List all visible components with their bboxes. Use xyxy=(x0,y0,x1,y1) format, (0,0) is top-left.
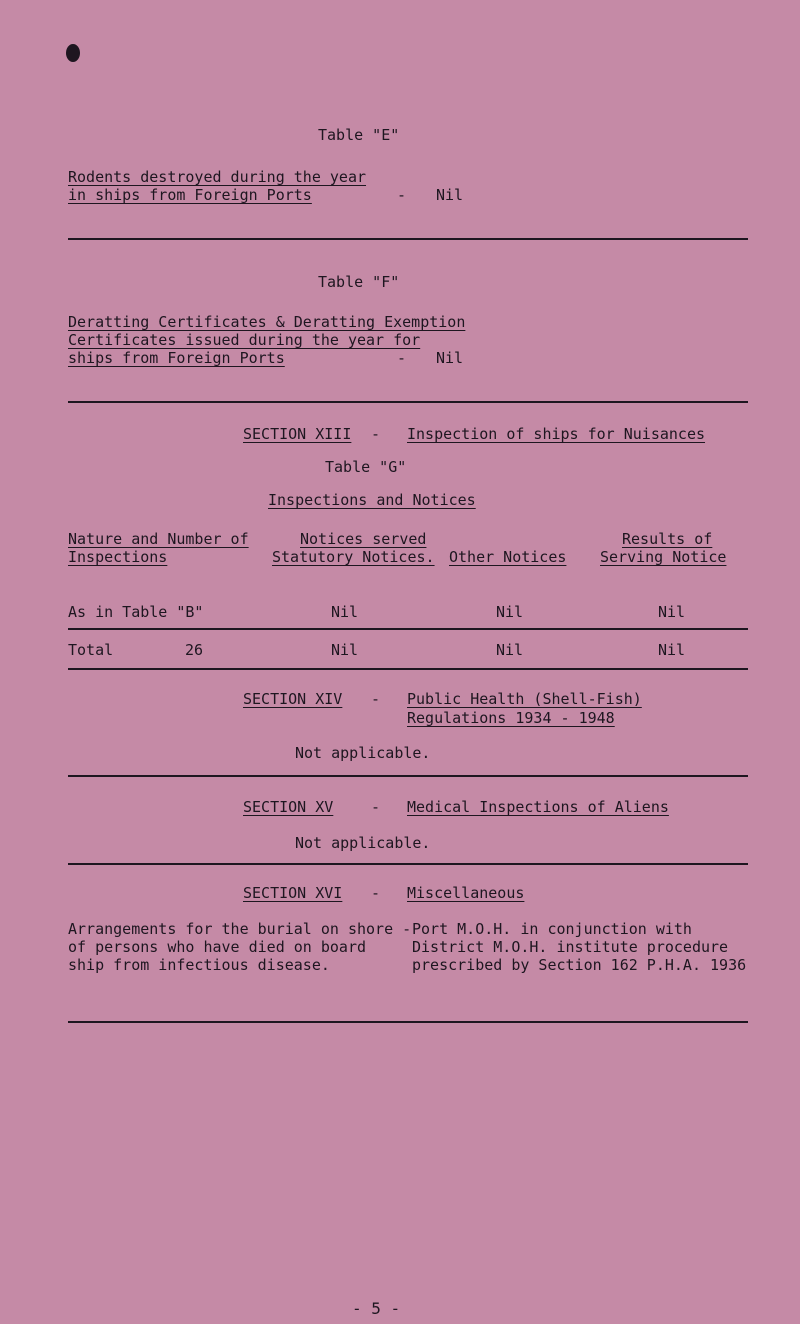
section-13-title: Inspection of ships for Nuisances xyxy=(407,425,706,443)
section-16-right-line3: prescribed by Section 162 P.H.A. 1936 xyxy=(412,956,747,974)
row-other: Nil xyxy=(496,603,524,621)
table-f-line3: ships from Foreign Ports xyxy=(68,349,285,367)
section-15-heading: SECTION XV xyxy=(243,798,334,816)
table-g-subtitle: Inspections and Notices xyxy=(268,491,476,509)
table-e-line1: Rodents destroyed during the year xyxy=(68,168,367,186)
col-results-line2: Serving Notice xyxy=(600,548,727,566)
divider xyxy=(68,628,748,630)
section-16-dash: - xyxy=(371,884,381,902)
col-other: Other Notices xyxy=(449,548,567,566)
divider xyxy=(68,863,748,865)
col-nature-line2: Inspections xyxy=(68,548,168,566)
section-16-title: Miscellaneous xyxy=(407,884,525,902)
section-14-heading: SECTION XIV xyxy=(243,690,343,708)
section-16-right-line1: Port M.O.H. in conjunction with xyxy=(412,920,692,938)
total-other: Nil xyxy=(496,641,524,659)
col-notices-served: Notices served xyxy=(300,530,427,548)
section-13-heading: SECTION XIII xyxy=(243,425,352,443)
section-14-title-line1: Public Health (Shell-Fish) xyxy=(407,690,642,708)
divider xyxy=(68,238,748,240)
total-results: Nil xyxy=(658,641,686,659)
col-nature-line1: Nature and Number of xyxy=(68,530,249,548)
total-count: 26 xyxy=(185,641,204,659)
divider xyxy=(68,401,748,403)
col-results-line1: Results of xyxy=(622,530,713,548)
col-statutory: Statutory Notices. xyxy=(272,548,435,566)
divider xyxy=(68,775,748,777)
section-15-title: Medical Inspections of Aliens xyxy=(407,798,669,816)
table-e-title: Table "E" xyxy=(318,126,400,144)
section-13-dash: - xyxy=(371,425,381,443)
divider xyxy=(68,1021,748,1023)
section-14-body: Not applicable. xyxy=(295,744,431,762)
table-f-title: Table "F" xyxy=(318,273,400,291)
section-15-dash: - xyxy=(371,798,381,816)
table-e-value: Nil xyxy=(436,186,464,204)
table-e-dash: - xyxy=(397,186,407,204)
section-16-left-line3: ship from infectious disease. xyxy=(68,956,330,974)
section-14-dash: - xyxy=(371,690,381,708)
table-g-title: Table "G" xyxy=(325,458,407,476)
row-statutory: Nil xyxy=(331,603,359,621)
total-statutory: Nil xyxy=(331,641,359,659)
section-15-body: Not applicable. xyxy=(295,834,431,852)
table-f-dash: - xyxy=(397,349,407,367)
total-label: Total xyxy=(68,641,114,659)
table-e-line2: in ships from Foreign Ports xyxy=(68,186,312,204)
page-number: - 5 - xyxy=(352,1299,401,1318)
table-f-value: Nil xyxy=(436,349,464,367)
section-14-title-line2: Regulations 1934 - 1948 xyxy=(407,709,615,727)
table-f-line2: Certificates issued during the year for xyxy=(68,331,421,349)
section-16-heading: SECTION XVI xyxy=(243,884,343,902)
row-results: Nil xyxy=(658,603,686,621)
ink-blot xyxy=(66,44,80,62)
section-16-right-line2: District M.O.H. institute procedure xyxy=(412,938,729,956)
section-16-left-line1: Arrangements for the burial on shore - xyxy=(68,920,412,938)
section-16-left-line2: of persons who have died on board xyxy=(68,938,367,956)
divider xyxy=(68,668,748,670)
row-label: As in Table "B" xyxy=(68,603,204,621)
table-f-line1: Deratting Certificates & Deratting Exemption xyxy=(68,313,466,331)
